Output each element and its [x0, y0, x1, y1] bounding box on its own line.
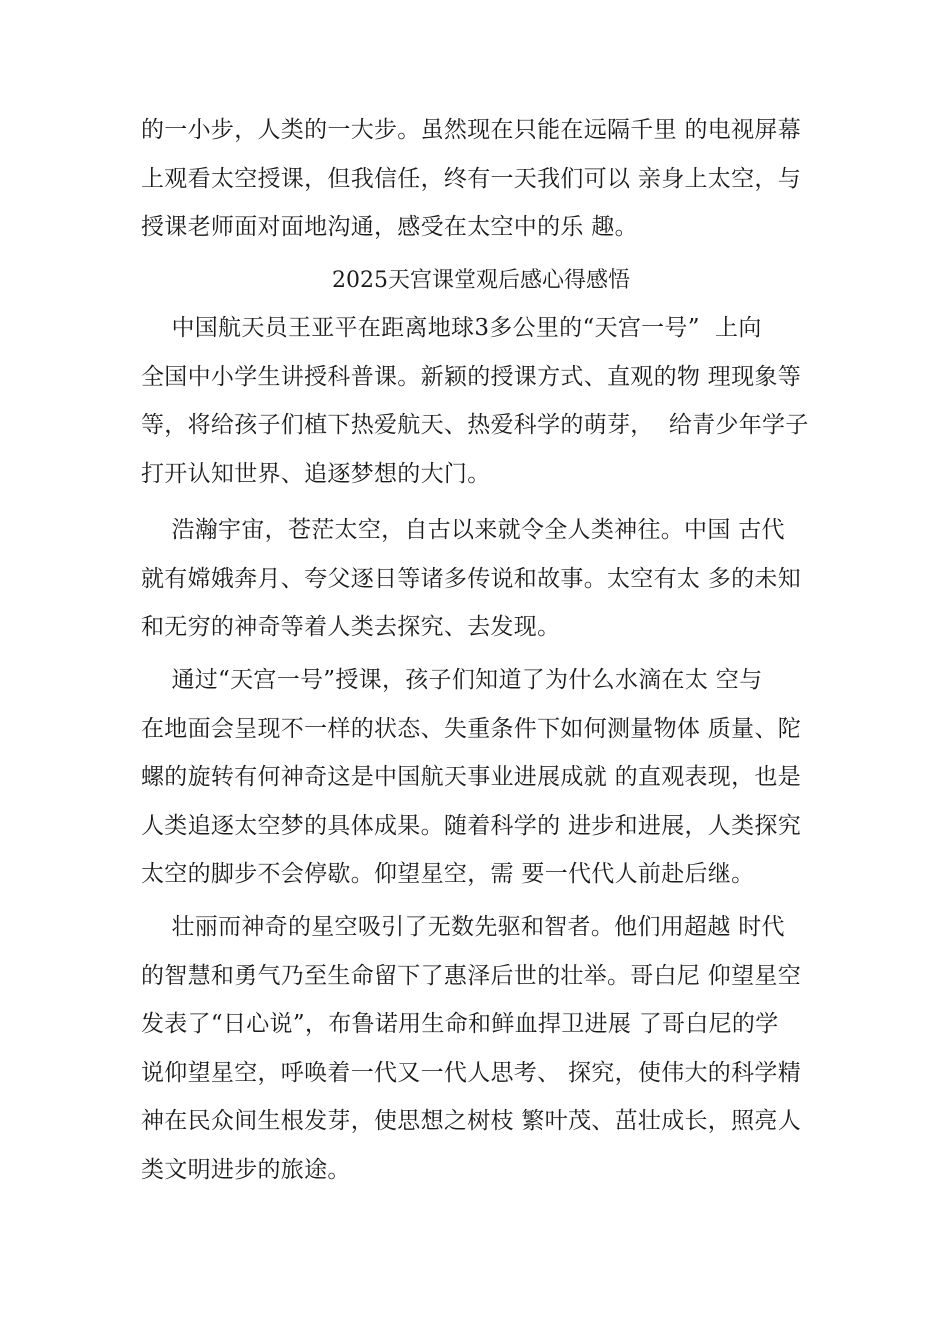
text-line: 的一小步，人类的一大步。虽然现在只能在远隔千里 的电视屏幕 — [141, 117, 802, 143]
text-line: 神在民众间生根发芽，使思想之树枝 繁叶茂、茁壮成长，照亮人 — [141, 1108, 802, 1134]
document-title: 2025天宫课堂观后感心得感悟 — [332, 268, 630, 293]
paragraph-2 — [141, 506, 821, 652]
text-line: 太空的脚步不会停歇。仰望星空，需 要一代代人前赴后继。 — [141, 861, 755, 887]
text-line: 和无穷的神奇等着人类去探究、去发现。 — [141, 614, 561, 640]
text-line: 中国航天员王亚平在距离地球3多公里的“天宫一号” 上向 — [141, 315, 762, 341]
text-line: 的智慧和勇气乃至生命留下了惠泽后世的壮举。哥白尼 仰望星空 — [141, 962, 802, 989]
text-line: 螺的旋转有何神奇这是中国航天事业进展成就 的直观表现，也是 — [141, 764, 802, 790]
paragraph-1 — [141, 304, 821, 498]
paragraph-3 — [141, 656, 821, 899]
text-line: 壮丽而神奇的星空吸引了无数先驱和智者。他们用超越 时代 — [141, 914, 785, 940]
text-line: 浩瀚宇宙，苍茫太空，自古以来就令全人类神往。中国 古代 — [141, 517, 785, 543]
text-line: 发表了“日心说”，布鲁诺用生命和鲜血捍卫进展 了哥白尼的学 — [141, 1011, 779, 1037]
text-line: 就有嫦娥奔月、夸父逐日等诸多传说和故事。太空有太 多的未知 — [141, 565, 802, 592]
text-line: 上观看太空授课，但我信任，终有一天我们可以 亲身上太空，与 — [141, 165, 802, 192]
text-line: 全国中小学生讲授科普课。新颖的授课方式、直观的物 理现象等 — [141, 363, 802, 390]
intro-paragraph — [141, 106, 821, 252]
text-line: 在地面会呈现不一样的状态、失重条件下如何测量物体 质量、陀 — [141, 715, 802, 742]
text-line: 类文明进步的旅途。 — [141, 1156, 351, 1183]
text-line: 打开认知世界、追逐梦想的大门。 — [141, 460, 491, 487]
text-line: 通过“天宫一号”授课，孩子们知道了为什么水滴在太 空与 — [141, 667, 763, 693]
text-line: 授课老师面对面地沟通，感受在太空中的乐 趣。 — [141, 214, 638, 240]
paragraph-4 — [141, 903, 821, 1194]
text-line: 人类追逐太空梦的具体成果。随着科学的 进步和进展，人类探究 — [141, 812, 802, 839]
title-block — [141, 257, 821, 306]
text-line: 等，将给孩子们植下热爱航天、热爱科学的萌芽， 给青少年学子 — [141, 412, 809, 438]
text-line: 说仰望星空，呼唤着一代又一代人思考、 探究，使伟大的科学精 — [141, 1059, 802, 1086]
